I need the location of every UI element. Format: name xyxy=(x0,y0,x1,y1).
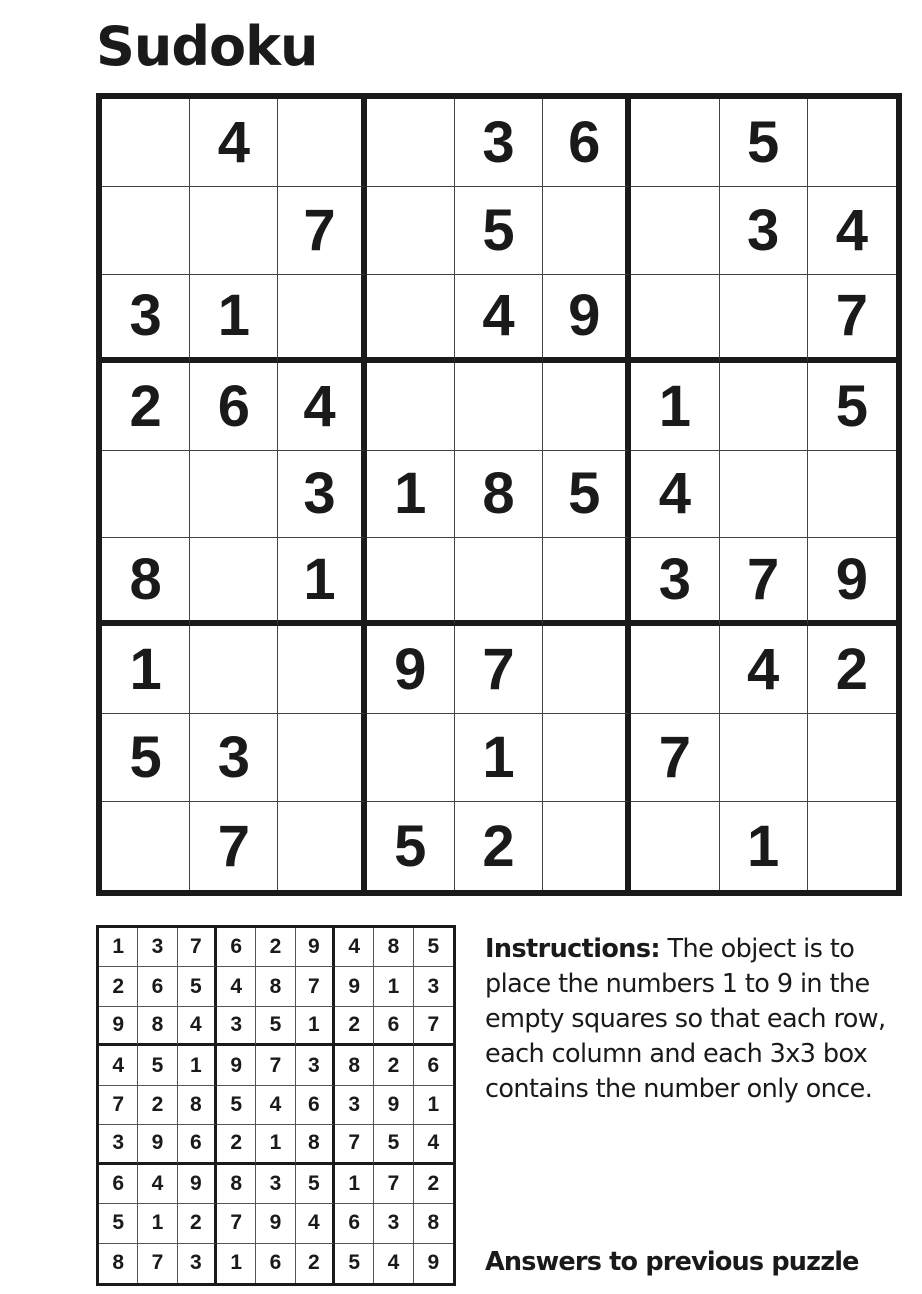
answers-caption: Answers to previous puzzle xyxy=(485,1247,859,1277)
answer-cell: 3 xyxy=(217,1007,256,1046)
answer-cell: 4 xyxy=(414,1125,453,1164)
puzzle-cell[interactable] xyxy=(278,275,366,363)
answer-cell: 2 xyxy=(374,1046,413,1085)
answer-cell: 5 xyxy=(374,1125,413,1164)
answer-cell: 3 xyxy=(99,1125,138,1164)
puzzle-cell: 5 xyxy=(367,802,455,890)
puzzle-cell: 9 xyxy=(543,275,631,363)
answer-cell: 9 xyxy=(256,1204,295,1243)
puzzle-cell: 7 xyxy=(808,275,896,363)
sudoku-puzzle-grid xyxy=(96,93,902,896)
answer-cell: 2 xyxy=(99,967,138,1006)
puzzle-cell[interactable] xyxy=(543,626,631,714)
answer-cell: 9 xyxy=(178,1165,217,1204)
answer-cell: 1 xyxy=(178,1046,217,1085)
answer-cell: 7 xyxy=(256,1046,295,1085)
puzzle-cell: 7 xyxy=(278,187,366,275)
answer-cell: 5 xyxy=(296,1165,335,1204)
answer-cell: 7 xyxy=(414,1007,453,1046)
puzzle-cell[interactable] xyxy=(367,99,455,187)
instructions-body: The object is to place the numbers 1 to 9 in the empty squares so that each row, each column and each 3x3 box contains the number only once. xyxy=(485,934,886,1104)
answer-cell: 4 xyxy=(374,1244,413,1283)
puzzle-cell: 2 xyxy=(455,802,543,890)
page-title: Sudoku xyxy=(96,15,318,78)
answer-cell: 3 xyxy=(374,1204,413,1243)
answer-cell: 7 xyxy=(335,1125,374,1164)
answer-cell: 6 xyxy=(138,967,177,1006)
answer-cell: 5 xyxy=(256,1007,295,1046)
puzzle-cell[interactable] xyxy=(102,187,190,275)
puzzle-cell: 1 xyxy=(190,275,278,363)
puzzle-cell: 2 xyxy=(102,363,190,451)
puzzle-cell[interactable] xyxy=(278,714,366,802)
answer-cell: 2 xyxy=(217,1125,256,1164)
answer-cell: 5 xyxy=(217,1086,256,1125)
puzzle-cell[interactable] xyxy=(190,626,278,714)
puzzle-cell: 7 xyxy=(190,802,278,890)
puzzle-cell: 5 xyxy=(102,714,190,802)
puzzle-cell: 3 xyxy=(190,714,278,802)
answer-cell: 6 xyxy=(296,1086,335,1125)
answer-cell: 1 xyxy=(99,928,138,967)
puzzle-cell[interactable] xyxy=(720,363,808,451)
previous-answers-grid xyxy=(96,925,456,1286)
answer-cell: 5 xyxy=(138,1046,177,1085)
puzzle-cell[interactable] xyxy=(278,626,366,714)
answer-cell: 1 xyxy=(138,1204,177,1243)
puzzle-cell[interactable] xyxy=(720,451,808,539)
puzzle-cell[interactable] xyxy=(367,714,455,802)
puzzle-cell: 2 xyxy=(808,626,896,714)
answer-cell: 8 xyxy=(296,1125,335,1164)
answer-cell: 2 xyxy=(335,1007,374,1046)
answer-cell: 7 xyxy=(217,1204,256,1243)
puzzle-cell: 7 xyxy=(455,626,543,714)
answer-cell: 6 xyxy=(256,1244,295,1283)
answer-cell: 6 xyxy=(217,928,256,967)
puzzle-cell: 1 xyxy=(720,802,808,890)
answer-cell: 8 xyxy=(178,1086,217,1125)
puzzle-cell[interactable] xyxy=(631,187,719,275)
answer-cell: 4 xyxy=(178,1007,217,1046)
puzzle-cell[interactable] xyxy=(631,99,719,187)
answer-cell: 6 xyxy=(414,1046,453,1085)
instructions-text xyxy=(485,932,895,1107)
answer-cell: 8 xyxy=(414,1204,453,1243)
puzzle-cell[interactable] xyxy=(720,275,808,363)
puzzle-cell: 3 xyxy=(631,538,719,626)
puzzle-cell: 8 xyxy=(455,451,543,539)
puzzle-cell: 4 xyxy=(278,363,366,451)
answer-cell: 4 xyxy=(335,928,374,967)
answer-cell: 6 xyxy=(178,1125,217,1164)
answer-cell: 1 xyxy=(256,1125,295,1164)
puzzle-cell: 5 xyxy=(808,363,896,451)
puzzle-cell: 5 xyxy=(720,99,808,187)
puzzle-cell[interactable] xyxy=(367,275,455,363)
puzzle-cell: 4 xyxy=(808,187,896,275)
answer-cell: 3 xyxy=(178,1244,217,1283)
puzzle-cell: 1 xyxy=(278,538,366,626)
answer-cell: 9 xyxy=(217,1046,256,1085)
puzzle-cell[interactable] xyxy=(278,802,366,890)
answer-cell: 7 xyxy=(296,967,335,1006)
puzzle-cell: 3 xyxy=(278,451,366,539)
puzzle-cell[interactable] xyxy=(278,99,366,187)
answer-cell: 1 xyxy=(374,967,413,1006)
answer-cell: 9 xyxy=(427,1251,440,1275)
answer-cell: 4 xyxy=(256,1086,295,1125)
answer-cell: 8 xyxy=(138,1007,177,1046)
puzzle-cell[interactable] xyxy=(190,187,278,275)
answer-cell: 3 xyxy=(335,1086,374,1125)
puzzle-cell: 1 xyxy=(102,626,190,714)
puzzle-cell[interactable] xyxy=(808,99,896,187)
answer-cell: 4 xyxy=(138,1165,177,1204)
puzzle-cell: 6 xyxy=(190,363,278,451)
answer-cell: 2 xyxy=(414,1165,453,1204)
puzzle-cell: 3 xyxy=(102,275,190,363)
answer-cell: 8 xyxy=(256,967,295,1006)
answer-cell: 1 xyxy=(217,1244,256,1283)
puzzle-cell: 1 xyxy=(367,451,455,539)
answer-cell: 5 xyxy=(335,1244,374,1283)
puzzle-cell[interactable] xyxy=(367,187,455,275)
puzzle-cell: 9 xyxy=(367,626,455,714)
puzzle-cell[interactable] xyxy=(367,363,455,451)
answer-cell: 7 xyxy=(374,1165,413,1204)
puzzle-cell: 4 xyxy=(455,275,543,363)
answer-cell: 3 xyxy=(138,928,177,967)
puzzle-cell[interactable] xyxy=(455,538,543,626)
answer-cell: 8 xyxy=(335,1046,374,1085)
answer-cell: 3 xyxy=(414,967,453,1006)
puzzle-cell[interactable] xyxy=(808,714,896,802)
answer-cell: 2 xyxy=(256,928,295,967)
puzzle-cell[interactable] xyxy=(102,451,190,539)
answer-cell: 4 xyxy=(99,1046,138,1085)
answer-cell: 6 xyxy=(335,1204,374,1243)
answer-cell: 3 xyxy=(296,1046,335,1085)
puzzle-cell: 1 xyxy=(631,363,719,451)
puzzle-cell[interactable] xyxy=(190,538,278,626)
answer-cell: 8 xyxy=(374,928,413,967)
puzzle-cell: 3 xyxy=(455,99,543,187)
puzzle-cell[interactable] xyxy=(543,802,631,890)
answer-cell: 2 xyxy=(178,1204,217,1243)
answer-cell: 1 xyxy=(296,1007,335,1046)
puzzle-cell: 4 xyxy=(720,626,808,714)
puzzle-cell: 5 xyxy=(455,187,543,275)
puzzle-cell[interactable] xyxy=(543,187,631,275)
answer-cell: 8 xyxy=(99,1244,138,1283)
instructions-label: Instructions: xyxy=(485,934,661,964)
puzzle-cell[interactable] xyxy=(102,99,190,187)
puzzle-cell[interactable] xyxy=(367,538,455,626)
puzzle-cell[interactable] xyxy=(631,802,719,890)
answer-cell: 7 xyxy=(138,1244,177,1283)
answer-cell: 2 xyxy=(138,1086,177,1125)
puzzle-cell: 4 xyxy=(190,99,278,187)
answer-cell: 7 xyxy=(99,1086,138,1125)
answer-cell: 7 xyxy=(178,928,217,967)
puzzle-cell: 7 xyxy=(720,538,808,626)
answer-cell: 9 xyxy=(296,928,335,967)
answer-cell: 8 xyxy=(217,1165,256,1204)
puzzle-cell: 3 xyxy=(720,187,808,275)
puzzle-cell: 1 xyxy=(455,714,543,802)
answer-cell: 5 xyxy=(99,1204,138,1243)
answer-cell: 9 xyxy=(99,1007,138,1046)
answer-cell: 6 xyxy=(99,1165,138,1204)
puzzle-cell[interactable] xyxy=(543,538,631,626)
answer-cell: 9 xyxy=(374,1086,413,1125)
puzzle-cell: 6 xyxy=(543,99,631,187)
puzzle-cell[interactable] xyxy=(631,275,719,363)
puzzle-cell[interactable] xyxy=(455,363,543,451)
puzzle-cell: 9 xyxy=(808,538,896,626)
puzzle-cell[interactable] xyxy=(720,714,808,802)
puzzle-cell[interactable] xyxy=(808,802,896,890)
answer-cell: 9 xyxy=(335,967,374,1006)
puzzle-cell: 8 xyxy=(102,538,190,626)
answer-cell: 1 xyxy=(335,1165,374,1204)
answer-cell: 1 xyxy=(414,1086,453,1125)
answer-cell: 6 xyxy=(374,1007,413,1046)
answer-cell: 5 xyxy=(414,928,453,967)
answer-cell: 4 xyxy=(296,1204,335,1243)
puzzle-cell[interactable] xyxy=(543,714,631,802)
puzzle-cell[interactable] xyxy=(631,626,719,714)
puzzle-cell: 4 xyxy=(631,451,719,539)
puzzle-cell: 7 xyxy=(631,714,719,802)
answer-cell: 3 xyxy=(256,1165,295,1204)
puzzle-cell[interactable] xyxy=(808,451,896,539)
puzzle-cell[interactable] xyxy=(543,363,631,451)
puzzle-cell[interactable] xyxy=(190,451,278,539)
answer-cell: 4 xyxy=(217,967,256,1006)
answer-cell: 9 xyxy=(138,1125,177,1164)
puzzle-cell[interactable] xyxy=(102,802,190,890)
answer-cell: 5 xyxy=(178,967,217,1006)
puzzle-cell: 5 xyxy=(543,451,631,539)
answer-cell: 2 xyxy=(296,1244,335,1283)
